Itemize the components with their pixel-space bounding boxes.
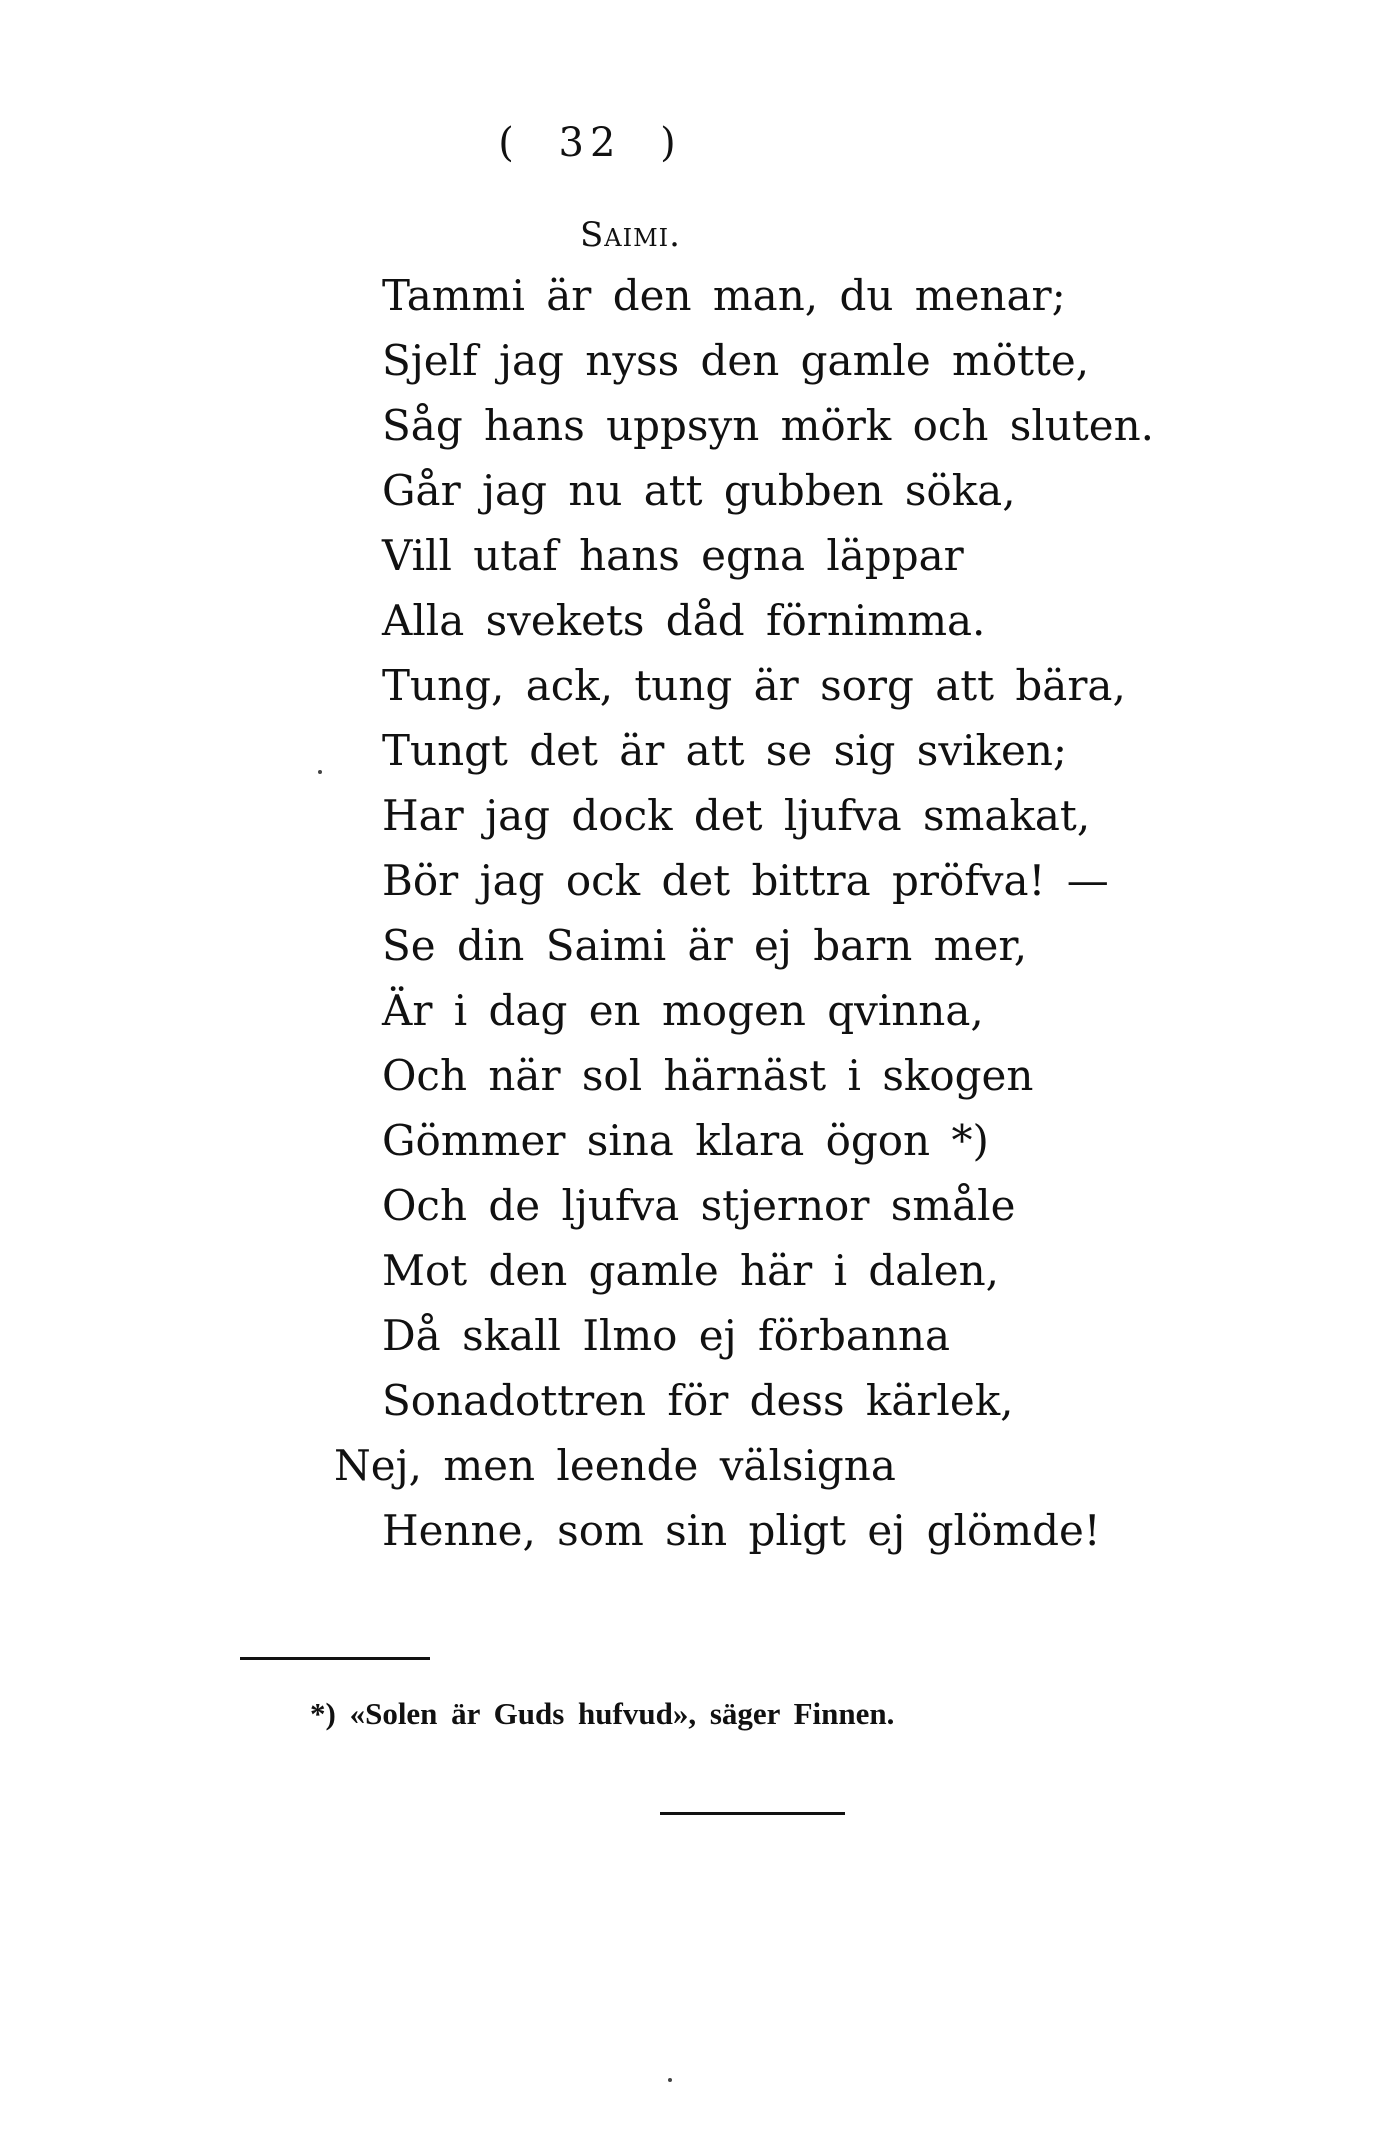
- poem-line: Nej, men leende välsigna: [334, 1441, 896, 1490]
- poem-line: Och de ljufva stjernor småle: [382, 1181, 1016, 1230]
- speaker-heading: Saimi.: [580, 215, 681, 255]
- poem-line: Henne, som sin pligt ej glömde!: [382, 1506, 1101, 1555]
- poem-line: Alla svekets dåd förnimma.: [382, 596, 986, 645]
- footnote: *) «Solen är Guds hufvud», säger Finnen.: [310, 1696, 895, 1731]
- poem-line: Går jag nu att gubben söka,: [382, 466, 1016, 515]
- poem-line: Har jag dock det ljufva smakat,: [382, 791, 1091, 840]
- poem-line: Gömmer sina klara ögon *): [382, 1116, 989, 1165]
- poem-line: Se din Saimi är ej barn mer,: [382, 921, 1028, 970]
- poem-line: Såg hans uppsyn mörk och sluten.: [382, 401, 1154, 450]
- poem-line: Då skall Ilmo ej förbanna: [382, 1311, 951, 1360]
- poem-line: Vill utaf hans egna läppar: [382, 531, 964, 580]
- poem-line: Och när sol härnäst i skogen: [382, 1051, 1034, 1100]
- poem-line: Tungt det är att se sig sviken;: [382, 726, 1068, 775]
- print-speck: [668, 2078, 672, 2082]
- poem-line: Bör jag ock det bittra pröfva! —: [382, 856, 1109, 905]
- print-speck: [318, 770, 322, 774]
- poem-line: Är i dag en mogen qvinna,: [382, 986, 984, 1035]
- poem-line: Tung, ack, tung är sorg att bära,: [382, 661, 1126, 710]
- poem-line: Tammi är den man, du menar;: [382, 271, 1066, 320]
- footnote-divider: [240, 1657, 430, 1660]
- poem-line: Sjelf jag nyss den gamle mötte,: [382, 336, 1090, 385]
- page-number: ( 32 ): [498, 120, 682, 166]
- poem-line: Mot den gamle här i dalen,: [382, 1246, 999, 1295]
- poem-line: Sonadottren för dess kärlek,: [382, 1376, 1014, 1425]
- end-rule: [660, 1812, 845, 1815]
